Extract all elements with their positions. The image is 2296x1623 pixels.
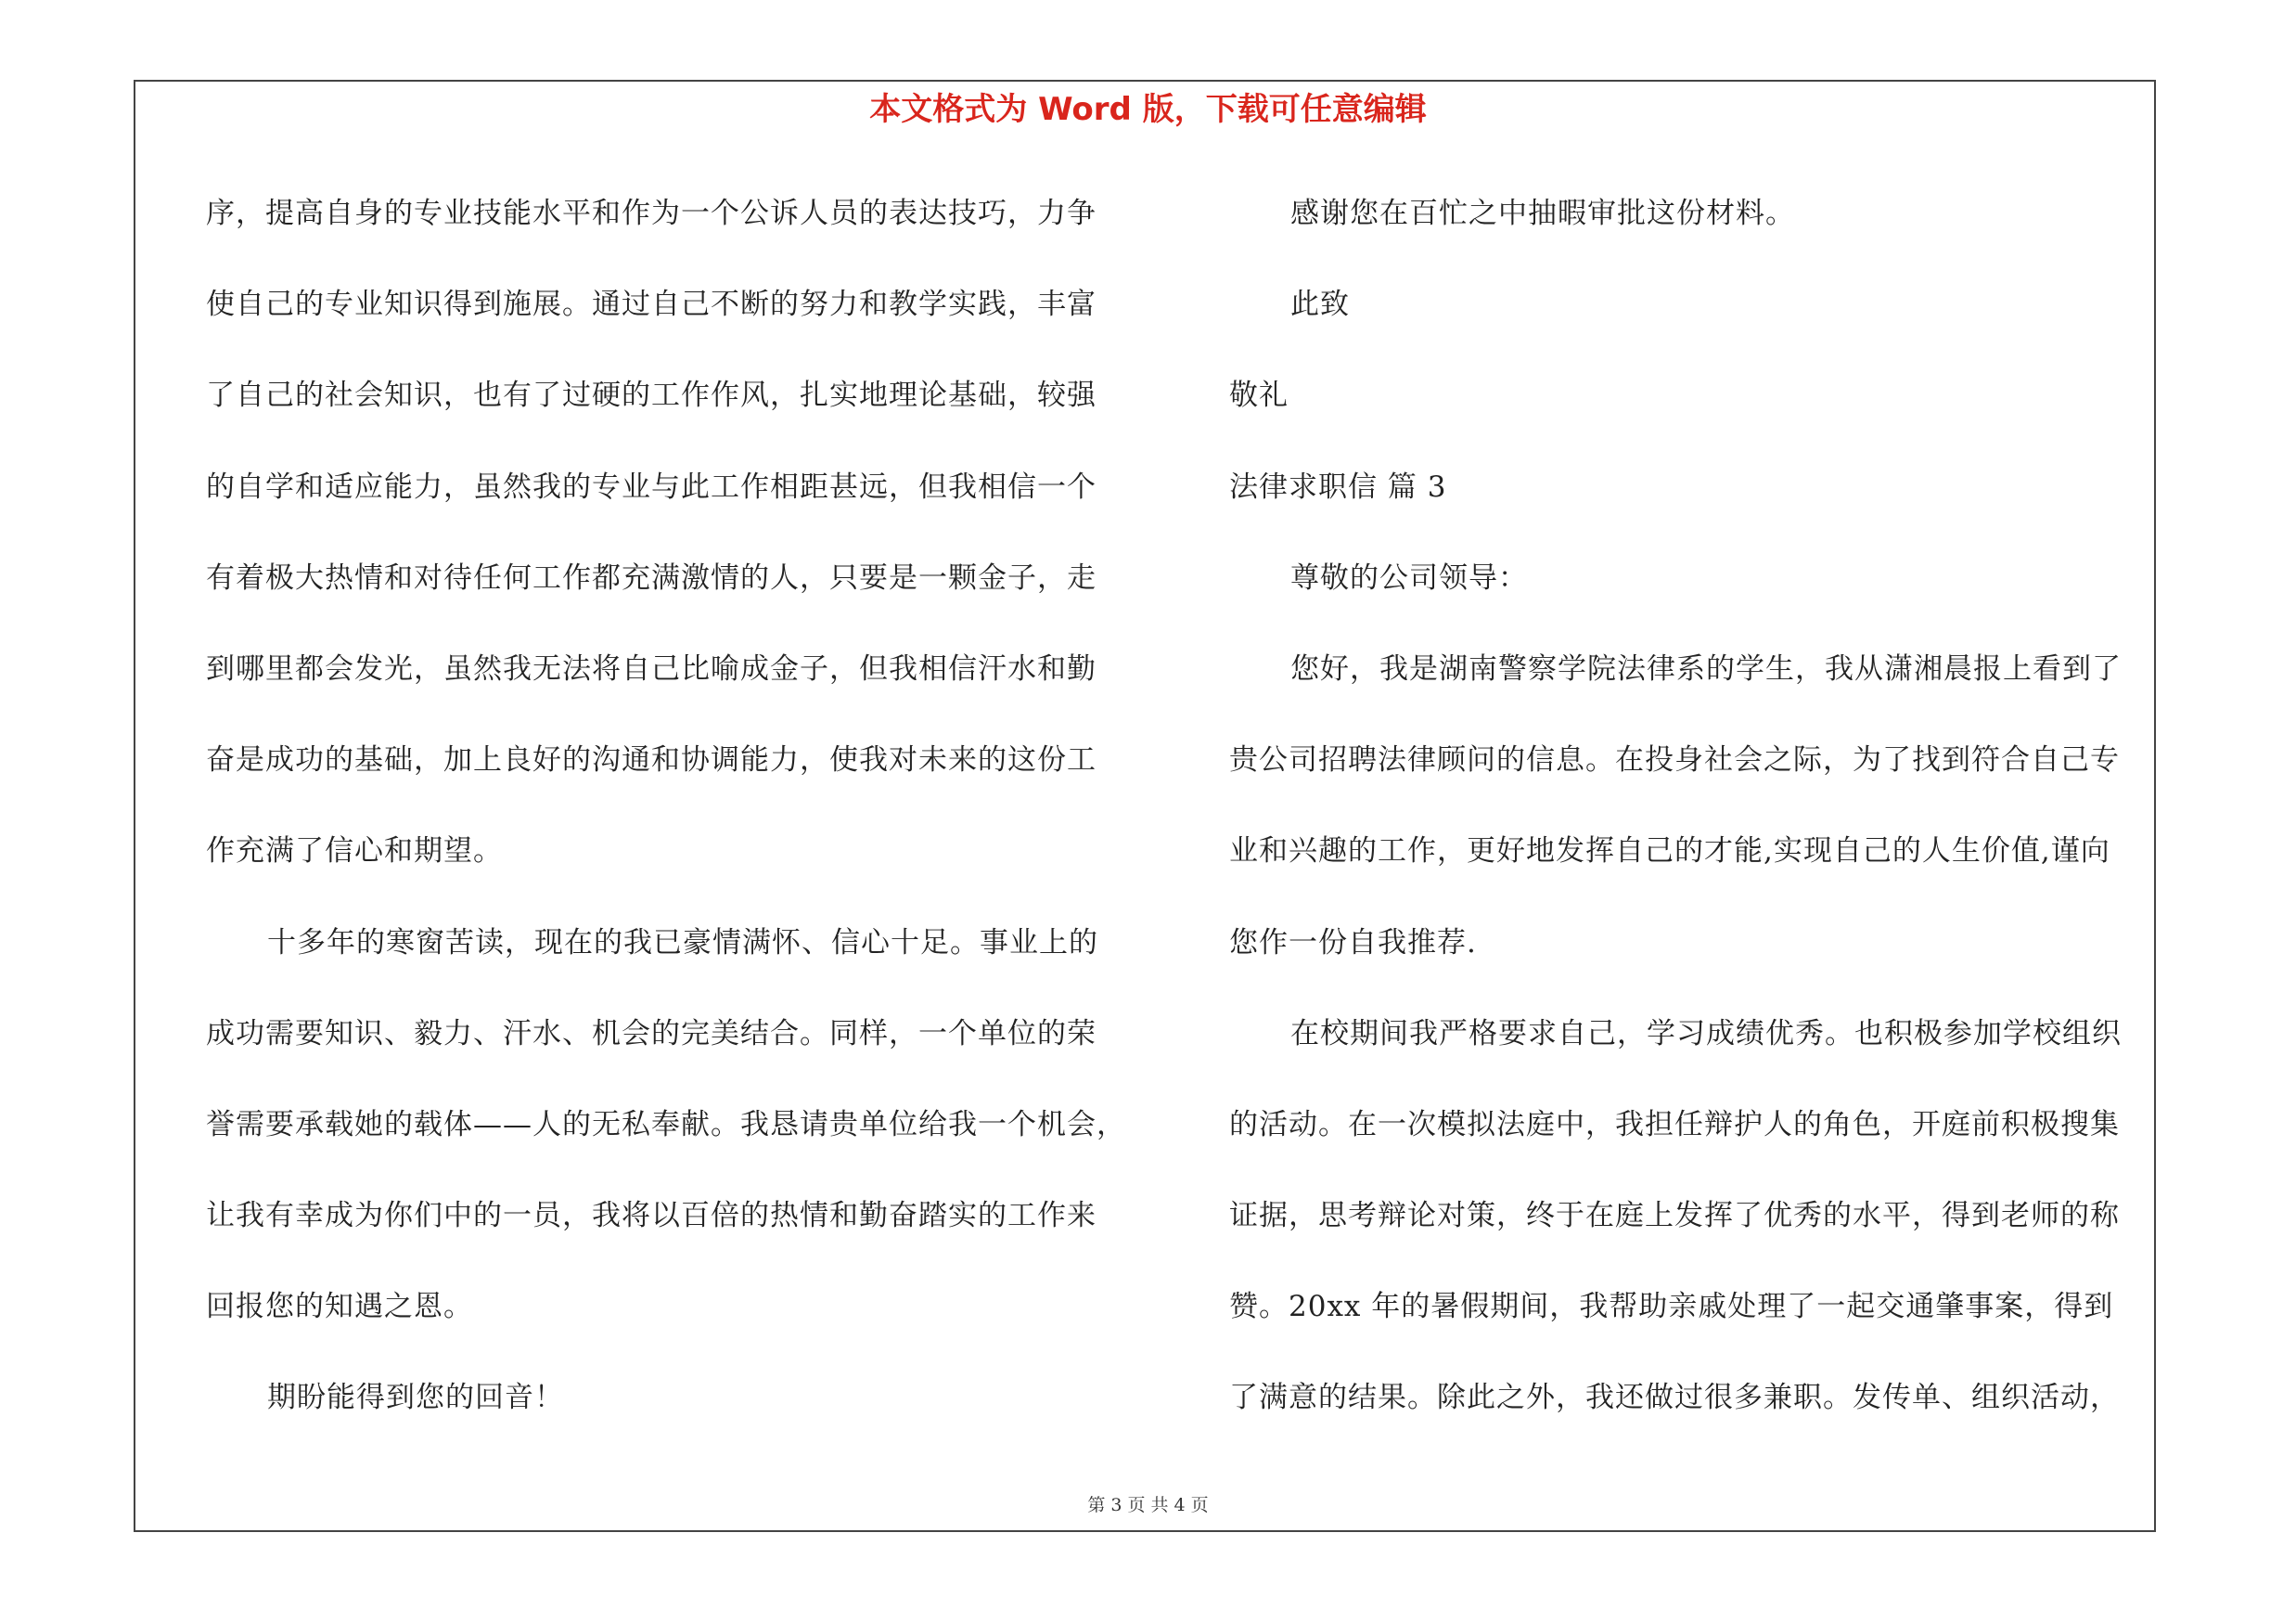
closing-line: 此致 (1290, 288, 1350, 322)
paragraph-line: 您好，我是湖南警察学院法律系的学生，我从潇湘晨报上看到了 (1290, 651, 2122, 686)
page-number: 第 3 页 共 4 页 (1087, 1495, 1209, 1515)
paragraph-line: 有着极大热情和对待任何工作都充满激情的人，只要是一颗金子，走 (206, 560, 1097, 595)
salutation: 尊敬的公司领导： (1290, 560, 1528, 595)
paragraph-line: 赞。20xx 年的暑假期间，我帮助亲戚处理了一起交通肇事案，得到 (1229, 1290, 2114, 1324)
paragraph-line: 十多年的寒窗苦读，现在的我已豪情满怀、信心十足。事业上的 (267, 925, 1098, 960)
paragraph-line: 的自学和适应能力，虽然我的专业与此工作相距甚远，但我相信一个 (206, 470, 1097, 504)
paragraph-line: 贵公司招聘法律顾问的信息。在投身社会之际，为了找到符合自己专 (1229, 743, 2120, 778)
paragraph-line: 成功需要知识、毅力、汗水、机会的完美结合。同样，一个单位的荣 (206, 1016, 1097, 1050)
paragraph-line: 回报您的知遇之恩。 (206, 1290, 473, 1324)
paragraph-line: 在校期间我严格要求自己，学习成绩优秀。也积极参加学校组织 (1290, 1016, 2122, 1050)
paragraph-line: 期盼能得到您的回音！ (267, 1381, 564, 1415)
left-column (206, 186, 1134, 1462)
paragraph-line: 感谢您在百忙之中抽暇审批这份材料。 (1290, 197, 1795, 230)
right-column (1229, 186, 2166, 1462)
paragraph-line: 奋是成功的基础，加上良好的沟通和协调能力，使我对未来的这份工 (206, 743, 1097, 778)
section-heading: 法律求职信 篇 3 (1229, 470, 1447, 504)
closing-line: 敬礼 (1229, 379, 1289, 413)
paragraph-line: 使自己的专业知识得到施展。通过自己不断的努力和教学实践，丰富 (206, 288, 1097, 322)
document-header: 本文格式为 Word 版，下载可任意编辑 (869, 91, 1427, 128)
paragraph-line: 您作一份自我推荐. (1229, 925, 1477, 960)
paragraph-line: 了满意的结果。除此之外，我还做过很多兼职。发传单、组织活动， (1229, 1381, 2120, 1415)
paragraph-line: 证据，思考辩论对策，终于在庭上发挥了优秀的水平，得到老师的称 (1229, 1199, 2120, 1233)
paragraph-line: 到哪里都会发光，虽然我无法将自己比喻成金子，但我相信汗水和勤 (206, 651, 1097, 686)
paragraph-line: 让我有幸成为你们中的一员，我将以百倍的热情和勤奋踏实的工作来 (206, 1199, 1097, 1233)
paragraph-line: 序，提高自身的专业技能水平和作为一个公诉人员的表达技巧，力争 (206, 197, 1097, 230)
paragraph-line: 的活动。在一次模拟法庭中，我担任辩护人的角色，开庭前积极搜集 (1229, 1107, 2120, 1141)
paragraph-line: 誉需要承载她的载体——人的无私奉献。我恳请贵单位给我一个机会， (206, 1107, 1126, 1141)
paragraph-line: 作充满了信心和期望。 (206, 834, 503, 869)
paragraph-line: 业和兴趣的工作，更好地发挥自己的才能,实现自己的人生价值,谨向 (1229, 834, 2110, 869)
paragraph-line: 了自己的社会知识，也有了过硬的工作作风，扎实地理论基础，较强 (206, 379, 1097, 413)
